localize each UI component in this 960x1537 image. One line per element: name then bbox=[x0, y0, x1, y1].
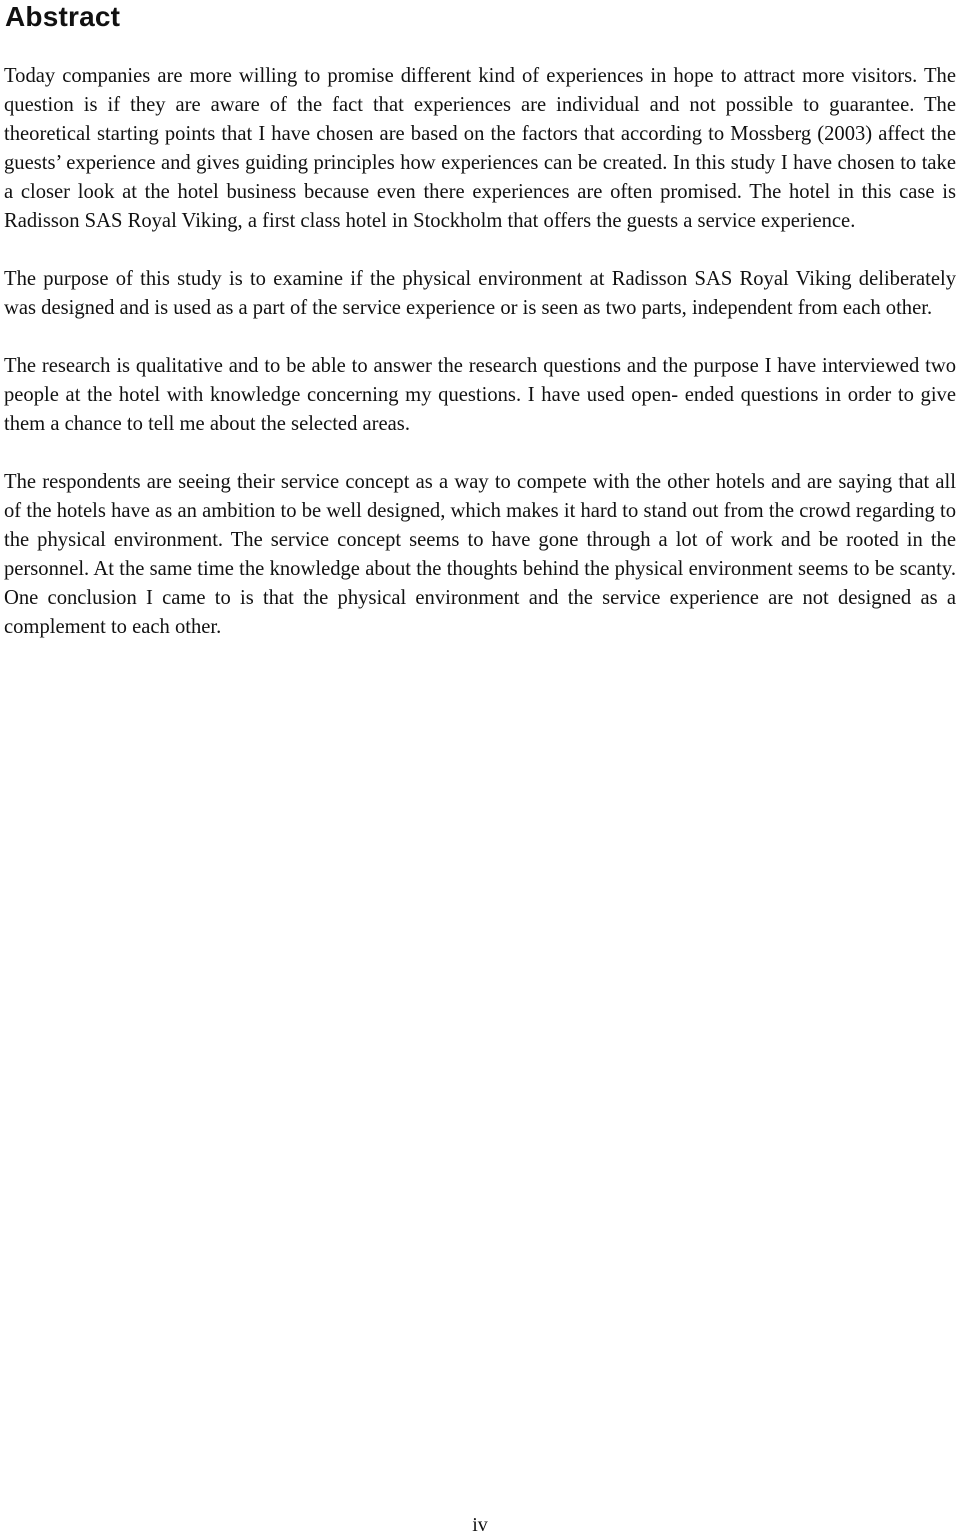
paragraph: Today companies are more willing to promise different kind of experiences in hope to attract more visitors. The question is if they are aware of the fact that experiences are individual and not possible to guarantee. The theoretical starting points that I have chosen are based on the factors that according to Mossberg (2003) affect the guests’ experience and gives guiding principles how experiences can be created. In this study I have chosen to take a closer look at the hotel business because even there experiences are often promised. The hotel in this case is Radisson SAS Royal Viking, a first class hotel in Stockholm that offers the guests a service experience. bbox=[4, 65, 956, 232]
paragraph: The purpose of this study is to examine if the physical environment at Radisson SAS Royal Viking deliberately was designed and is used as a part of the service experience or is seen as two parts, independent from each other. bbox=[4, 268, 956, 319]
page-number: iv bbox=[472, 1514, 488, 1536]
page-title: Abstract bbox=[5, 1, 121, 32]
paragraph: The respondents are seeing their service concept as a way to compete with the other hotels and are saying that all of the hotels have as an ambition to be well designed, which makes it hard to stand out from the crowd regarding to the physical environment. The service concept seems to have gone through a lot of work and be rooted in the personnel. At the same time the knowledge about the thoughts behind the physical environment seems to be scanty. One conclusion I came to is that the physical environment and the service experience are not designed as a complement to each other. bbox=[4, 471, 956, 638]
abstract-body bbox=[4, 62, 956, 671]
paragraph: The research is qualitative and to be able to answer the research questions and the purpose I have interviewed two people at the hotel with knowledge concerning my questions. I have used open- ended questions in order to give them a chance to tell me about the selected areas. bbox=[4, 355, 956, 435]
